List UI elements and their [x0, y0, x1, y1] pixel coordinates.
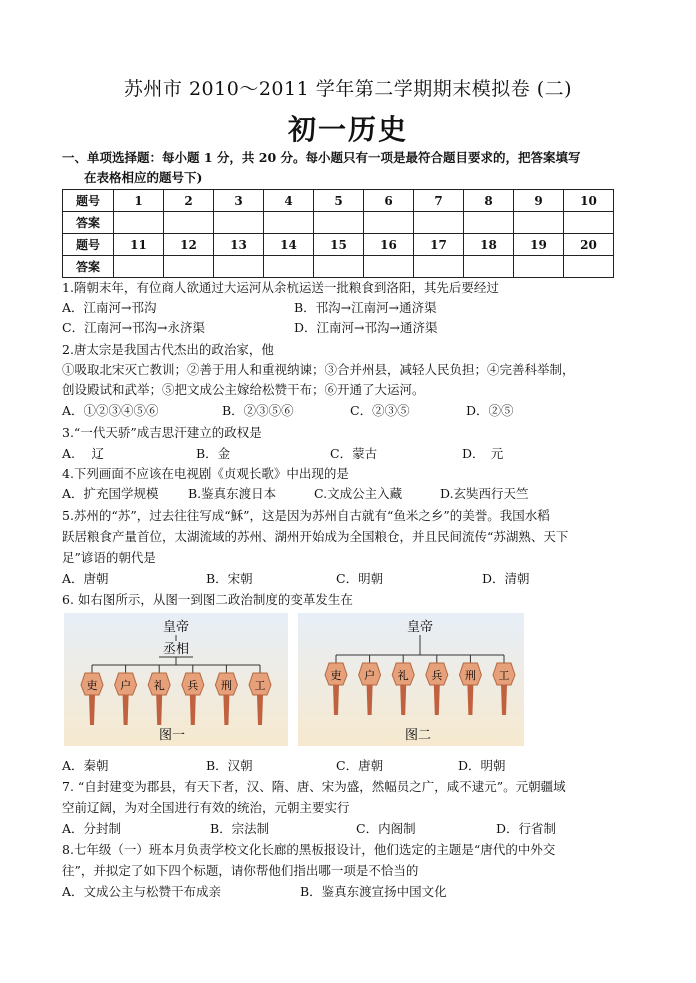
- table-cell: 17: [414, 234, 464, 256]
- answer-cell[interactable]: [414, 256, 464, 278]
- fig1-ministry-label: 工: [254, 680, 266, 692]
- answer-table: [62, 189, 614, 278]
- table-cell: 19: [514, 234, 564, 256]
- question-8-stem: 8.七年级（一）班本月负责学校文化长廊的黑板报设计，他们选定的主题是“唐代的中外交: [62, 842, 556, 857]
- answer-cell[interactable]: [164, 212, 214, 234]
- table-cell: 16: [364, 234, 414, 256]
- question-3-stem: 3.“一代天骄”成吉思汗建立的政权是: [62, 425, 262, 440]
- answer-cell[interactable]: [514, 256, 564, 278]
- answer-cell[interactable]: [114, 212, 164, 234]
- q1-option-c[interactable]: C．江南河→邗沟→永济渠: [62, 320, 206, 335]
- table-cell: 5: [314, 190, 364, 212]
- q6-option-b[interactable]: B．汉朝: [206, 758, 253, 773]
- fig1-ministry-label: 户: [120, 680, 132, 692]
- answer-cell[interactable]: [364, 212, 414, 234]
- answer-cell[interactable]: [164, 256, 214, 278]
- question-4-stem: 4.下列画面不应该在电视剧《贞观长歌》中出现的是: [62, 466, 349, 481]
- q5-option-d[interactable]: D．清朝: [482, 571, 530, 586]
- answer-cell[interactable]: [564, 256, 614, 278]
- q5-option-c[interactable]: C．明朝: [336, 571, 384, 586]
- answer-cell[interactable]: [414, 212, 464, 234]
- table-cell: 10: [564, 190, 614, 212]
- q6-option-c[interactable]: C．唐朝: [336, 758, 384, 773]
- table-header-cell: 题号: [63, 190, 114, 212]
- question-5-stem-end: 足”谚语的朝代是: [62, 550, 156, 565]
- q3-option-d[interactable]: D． 元: [462, 446, 504, 461]
- table-row: [63, 212, 614, 234]
- table-header-cell: 答案: [63, 212, 114, 234]
- table-cell: 18: [464, 234, 514, 256]
- answer-cell[interactable]: [264, 212, 314, 234]
- q5-option-b[interactable]: B．宋朝: [206, 571, 253, 586]
- question-8-stem-cont: 往”，并拟定了如下四个标题，请你帮他们指出哪一项是不恰当的: [62, 863, 419, 878]
- q4-option-b[interactable]: B.鉴真东渡日本: [188, 486, 277, 501]
- table-row: [63, 256, 614, 278]
- fig2-caption: 图二: [404, 727, 432, 742]
- table-cell: 15: [314, 234, 364, 256]
- answer-cell[interactable]: [364, 256, 414, 278]
- exam-subject: 初一历史: [287, 113, 408, 146]
- fig1-emperor-label: 皇帝: [162, 619, 190, 634]
- fig2-ministry-label: 吏: [330, 670, 342, 682]
- fig2-ministry-label: 兵: [431, 670, 443, 682]
- q6-option-a[interactable]: A．秦朝: [62, 758, 109, 773]
- table-row: [63, 190, 614, 212]
- q7-option-b[interactable]: B．宗法制: [210, 821, 270, 836]
- table-cell: 8: [464, 190, 514, 212]
- fig1-chancellor-label: 丞相: [162, 641, 190, 656]
- q1-option-b[interactable]: B．邗沟→江南河→通济渠: [294, 300, 437, 315]
- table-cell: 11: [114, 234, 164, 256]
- q3-option-c[interactable]: C．蒙古: [330, 446, 378, 461]
- answer-cell[interactable]: [514, 212, 564, 234]
- q7-option-c[interactable]: C．内阁制: [356, 821, 416, 836]
- fig1-ministry-label: 吏: [86, 680, 98, 692]
- question-6-stem: 6. 如右图所示，从图一到图二政治制度的变革发生在: [62, 592, 353, 607]
- section-instruction-line1: 一、单项选择题：每小题 1 分，共 20 分。每小题只有一项是最符合题目要求的，把答案填写: [62, 150, 581, 165]
- table-header-cell: 答案: [63, 256, 114, 278]
- question-7-stem: 7. “自封建变为郡县，有天下者，汉、隋、唐、宋为盛，然幅员之广，咸不逮元”。元朝疆域: [62, 779, 566, 794]
- exam-title: 苏州市 2010～2011 学年第二学期期末模拟卷 (二): [123, 78, 573, 100]
- table-cell: 9: [514, 190, 564, 212]
- question-7-stem-cont: 空前辽阔，为对全国进行有效的统治，元朝主要实行: [62, 800, 350, 815]
- fig1-ministry-label: 礼: [153, 680, 165, 692]
- table-cell: 13: [214, 234, 264, 256]
- fig2-ministry-label: 礼: [397, 670, 409, 682]
- fig1-ministry-label: 兵: [187, 680, 199, 692]
- section-instruction-line2: 在表格相应的题号下): [84, 170, 203, 185]
- figure-2-diagram: [298, 613, 524, 746]
- table-cell: 14: [264, 234, 314, 256]
- answer-cell[interactable]: [564, 212, 614, 234]
- q2-option-c[interactable]: C．②③⑤: [350, 403, 410, 418]
- question-2-stem: 2.唐太宗是我国古代杰出的政治家，他: [62, 342, 274, 357]
- q2-option-b[interactable]: B．②③⑤⑥: [222, 403, 294, 418]
- q2-option-a[interactable]: A．①②③④⑤⑥: [62, 403, 159, 418]
- q8-option-a[interactable]: A．文成公主与松赞干布成亲: [62, 884, 222, 899]
- table-cell: 7: [414, 190, 464, 212]
- question-5-stem-cont: 跃居粮食产量首位，太湖流域的苏州、湖州开始成为全国粮仓，并且民间流传“苏湖熟、天下: [62, 529, 569, 544]
- table-cell: 3: [214, 190, 264, 212]
- question-2-statements-cont: 创设殿试和武举；⑤把文成公主嫁给松赞干布；⑥开通了大运河。: [62, 382, 425, 397]
- table-cell: 1: [114, 190, 164, 212]
- q7-option-d[interactable]: D．行省制: [496, 821, 557, 836]
- figure-1-diagram: [64, 613, 288, 746]
- fig2-emperor-label: 皇帝: [406, 619, 434, 634]
- q5-option-a[interactable]: A．唐朝: [62, 571, 109, 586]
- q4-option-a[interactable]: A．扩充国学规模: [62, 486, 159, 501]
- answer-cell[interactable]: [214, 256, 264, 278]
- table-cell: 12: [164, 234, 214, 256]
- fig2-ministry-label: 户: [364, 670, 376, 682]
- q3-option-a[interactable]: A. 辽: [62, 446, 104, 461]
- answer-cell[interactable]: [214, 212, 264, 234]
- q8-option-b[interactable]: B．鉴真东渡宣扬中国文化: [300, 884, 447, 899]
- fig2-ministry-label: 工: [498, 670, 510, 682]
- q2-option-d[interactable]: D．②⑤: [466, 403, 514, 418]
- q4-option-c[interactable]: C.文成公主入藏: [314, 486, 403, 501]
- table-cell: 20: [564, 234, 614, 256]
- answer-cell[interactable]: [114, 256, 164, 278]
- answer-cell[interactable]: [314, 212, 364, 234]
- answer-cell[interactable]: [314, 256, 364, 278]
- q1-option-d[interactable]: D．江南河→邗沟→通济渠: [294, 320, 438, 335]
- table-cell: 6: [364, 190, 414, 212]
- answer-cell[interactable]: [464, 256, 514, 278]
- q4-option-d[interactable]: D.玄奘西行天竺: [440, 486, 529, 501]
- question-1-stem: 1.隋朝末年，有位商人欲通过大运河从余杭运送一批粮食到洛阳，其先后要经过: [62, 280, 499, 295]
- table-header-cell: 题号: [63, 234, 114, 256]
- table-cell: 2: [164, 190, 214, 212]
- q6-option-d[interactable]: D．明朝: [458, 758, 506, 773]
- q1-option-a[interactable]: A．江南河→邗沟: [62, 300, 157, 315]
- question-2-statements: ①吸取北宋灭亡教训；②善于用人和重视纳谏；③合并州县，减轻人民负担；④完善科举制，: [62, 362, 575, 377]
- answer-cell[interactable]: [464, 212, 514, 234]
- table-row: [63, 234, 614, 256]
- question-5-stem: 5.苏州的“苏”，过去往往写成“穌”，这是因为苏州自古就有“鱼米之乡”的美誉。我国水稻: [62, 508, 550, 523]
- fig2-ministry-label: 刑: [464, 670, 476, 682]
- fig1-ministry-label: 刑: [220, 680, 232, 692]
- q7-option-a[interactable]: A．分封制: [62, 821, 122, 836]
- table-cell: 4: [264, 190, 314, 212]
- fig1-caption: 图一: [158, 727, 186, 742]
- q3-option-b[interactable]: B．金: [196, 446, 231, 461]
- answer-cell[interactable]: [264, 256, 314, 278]
